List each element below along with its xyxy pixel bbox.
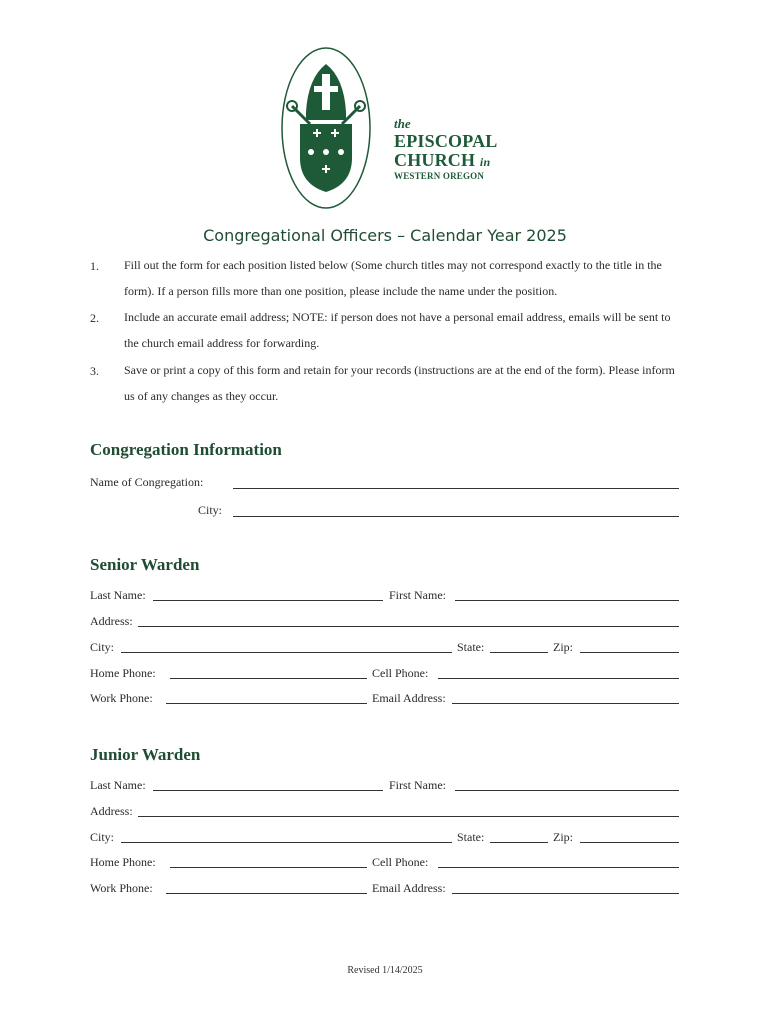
instruction-number: 2.: [90, 311, 99, 325]
junior-address-field[interactable]: [138, 816, 679, 817]
senior-email-field[interactable]: [452, 703, 679, 704]
junior-work-phone-label: Work Phone:: [90, 881, 153, 895]
junior-first-name-label: First Name:: [389, 778, 446, 792]
senior-first-name-label: First Name:: [389, 588, 446, 602]
senior-email-label: Email Address:: [372, 691, 446, 705]
junior-home-phone-field[interactable]: [170, 867, 367, 868]
senior-zip-label: Zip:: [553, 640, 573, 654]
logo-the: the: [394, 116, 411, 131]
senior-work-phone-field[interactable]: [166, 703, 367, 704]
instruction-text: Include an accurate email address; NOTE: if person does not have a personal email address, emails will be sent to the church email address for forwarding.: [124, 310, 671, 350]
diocese-wordmark: [394, 117, 497, 181]
senior-state-field[interactable]: [490, 652, 548, 653]
junior-last-name-label: Last Name:: [90, 778, 146, 792]
junior-work-phone-field[interactable]: [166, 893, 367, 894]
senior-address-label: Address:: [90, 614, 133, 628]
senior-cell-phone-label: Cell Phone:: [372, 666, 429, 680]
senior-work-phone-label: Work Phone:: [90, 691, 153, 705]
senior-zip-field[interactable]: [580, 652, 679, 653]
senior-home-phone-field[interactable]: [170, 678, 367, 679]
junior-city-field[interactable]: [121, 842, 452, 843]
junior-address-label: Address:: [90, 804, 133, 818]
congregation-name-field[interactable]: [233, 488, 679, 489]
junior-zip-label: Zip:: [553, 830, 573, 844]
instruction-number: 3.: [90, 364, 99, 378]
instruction-text: Fill out the form for each position listed below (Some church titles may not correspond exactly to the title in the form). If a person fills more than one position, please include the name under the position.: [124, 258, 662, 298]
logo-church-word: CHURCH: [394, 150, 476, 170]
diocese-logo: [280, 46, 372, 210]
junior-home-phone-label: Home Phone:: [90, 855, 156, 869]
senior-warden-heading: Senior Warden: [90, 555, 200, 574]
junior-last-name-field[interactable]: [153, 790, 383, 791]
form-title: Congregational Officers – Calendar Year 2025: [203, 226, 567, 245]
instruction-number: 1.: [90, 259, 99, 273]
junior-cell-phone-field[interactable]: [438, 867, 679, 868]
logo-in: in: [479, 155, 491, 169]
revision-footer: Revised 1/14/2025: [347, 965, 423, 976]
junior-warden-heading: Junior Warden: [90, 745, 201, 764]
junior-city-label: City:: [90, 830, 115, 844]
junior-state-field[interactable]: [490, 842, 548, 843]
congregation-city-label: City:: [198, 503, 223, 517]
junior-email-label: Email Address:: [372, 881, 446, 895]
senior-cell-phone-field[interactable]: [438, 678, 679, 679]
congregation-heading: Congregation Information: [90, 440, 282, 459]
junior-state-label: State:: [457, 830, 485, 844]
logo-church: [394, 151, 497, 169]
senior-city-label: City:: [90, 640, 115, 654]
logo-western-oregon: WESTERN OREGON: [394, 171, 485, 181]
junior-email-field[interactable]: [452, 893, 679, 894]
congregation-name-label: Name of Congregation:: [90, 475, 204, 489]
senior-home-phone-label: Home Phone:: [90, 666, 156, 680]
senior-city-field[interactable]: [121, 652, 452, 653]
logo-episcopal: EPISCOPAL: [394, 131, 498, 151]
senior-address-field[interactable]: [138, 626, 679, 627]
junior-first-name-field[interactable]: [455, 790, 679, 791]
junior-cell-phone-label: Cell Phone:: [372, 855, 429, 869]
shield-mitre-icon: [280, 46, 372, 210]
instruction-text: Save or print a copy of this form and retain for your records (instructions are at the end of the form). Please inform us of any changes as they occur.: [124, 363, 675, 403]
senior-last-name-label: Last Name:: [90, 588, 146, 602]
congregation-city-field[interactable]: [233, 516, 679, 517]
senior-state-label: State:: [457, 640, 485, 654]
senior-last-name-field[interactable]: [153, 600, 383, 601]
senior-first-name-field[interactable]: [455, 600, 679, 601]
junior-zip-field[interactable]: [580, 842, 679, 843]
